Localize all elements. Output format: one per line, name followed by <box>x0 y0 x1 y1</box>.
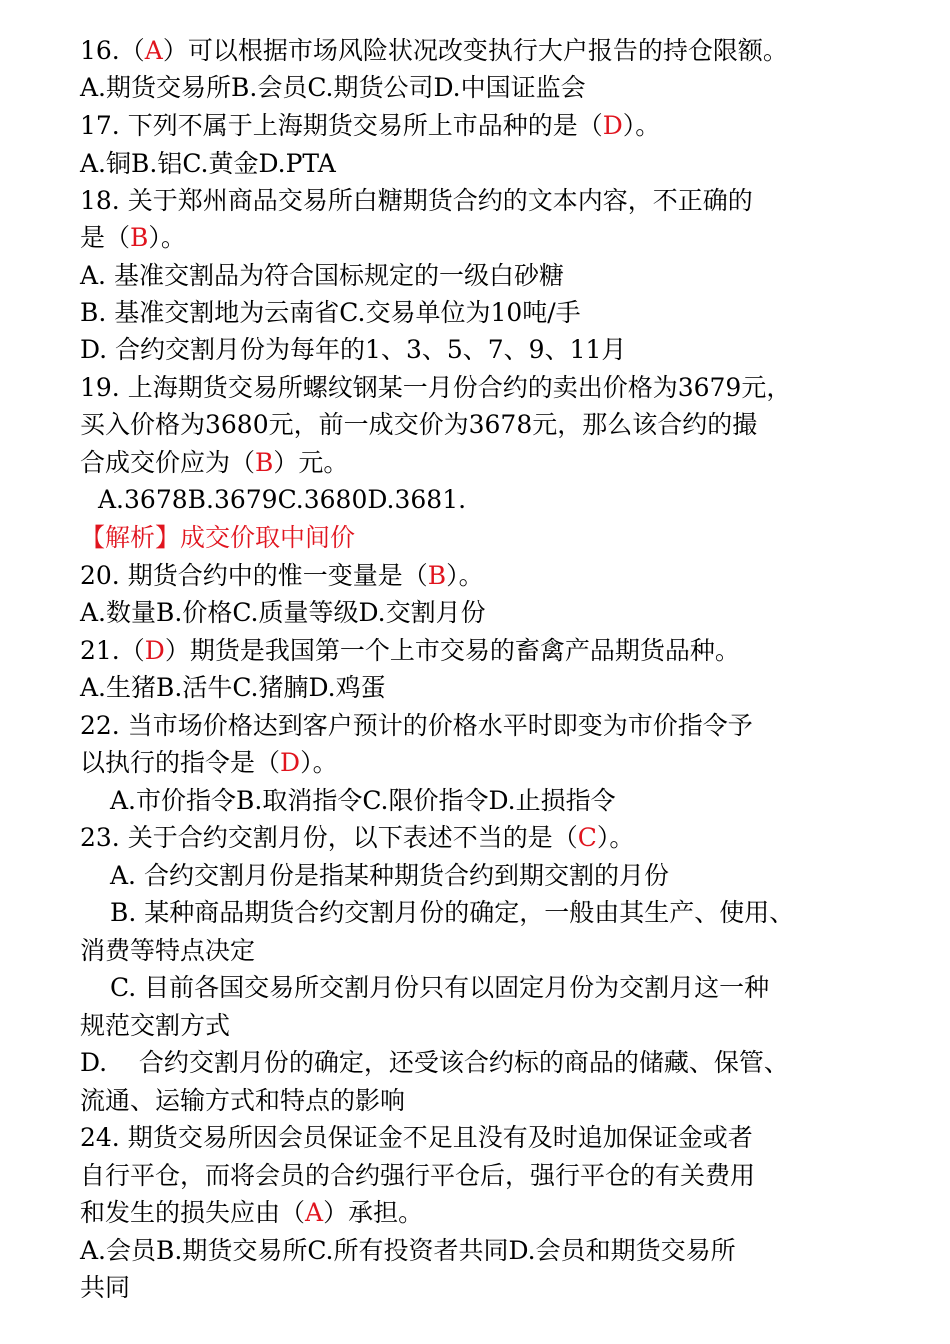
question-19-line3 <box>80 446 348 480</box>
question-text: 21.（ <box>80 636 145 665</box>
question-text: 是（ <box>80 223 131 252</box>
question-18-option-bc: B. 基准交割地为云南省C.交易单位为10吨/手 <box>80 298 581 327</box>
question-text: ）。 <box>596 823 635 852</box>
question-23-option-b-cont: 消费等特点决定 <box>80 936 256 965</box>
question-21-options: A.生猪B.活牛C.猪腩D.鸡蛋 <box>80 673 386 702</box>
question-22: 22. 当市场价格达到客户预计的价格水平时即变为市价指令予 <box>80 711 753 740</box>
question-19-options: A.3678B.3679C.3680D.3681. <box>98 485 467 514</box>
question-20-options: A.数量B.价格C.质量等级D.交割月份 <box>80 598 486 627</box>
question-24-line3 <box>80 1196 423 1230</box>
question-text: ）。 <box>622 111 661 140</box>
question-text: 23. 关于合约交割月份，以下表述不当的是（ <box>80 823 578 852</box>
question-text: ）。 <box>446 561 484 590</box>
question-23-option-b: B. 某种商品期货合约交割月份的确定，一般由其生产、使用、 <box>110 898 795 927</box>
answer-letter: D <box>144 636 165 665</box>
question-21 <box>80 634 740 668</box>
question-16 <box>80 34 788 68</box>
question-23-option-a: A. 合约交割月份是指某种期货合约到期交割的月份 <box>110 861 669 890</box>
question-text: 17. 下列不属于上海期货交易所上市品种的是（ <box>80 111 603 140</box>
question-text: ）。 <box>148 223 186 252</box>
question-17 <box>80 109 660 143</box>
question-24-line2: 自行平仓，而将会员的合约强行平仓后，强行平仓的有关费用 <box>80 1161 756 1190</box>
question-16-options: A.期货交易所B.会员C.期货公司D.中国证监会 <box>80 73 586 102</box>
question-text: 20. 期货合约中的惟一变量是（ <box>80 561 428 590</box>
question-text: ）期货是我国第一个上市交易的畜禽产品期货品种。 <box>164 636 740 665</box>
question-18-cont <box>80 221 186 255</box>
question-text: 和发生的损失应由（ <box>80 1198 306 1227</box>
answer-letter: C <box>577 823 597 852</box>
question-24-options: A.会员B.期货交易所C.所有投资者共同D.会员和期货交易所 <box>80 1236 736 1265</box>
question-text: ）元。 <box>273 448 349 477</box>
question-text: ）承担。 <box>323 1198 424 1227</box>
question-23-option-d: D. 合约交割月份的确定，还受该合约标的商品的储藏、保管、 <box>80 1048 789 1077</box>
answer-letter: D <box>602 111 623 140</box>
question-19-line2: 买入价格为3680元，前一成交价为3678元，那么该合约的撮 <box>80 410 758 439</box>
question-18-option-d: D. 合约交割月份为每年的1、3、5、7、9、11月 <box>80 335 627 364</box>
question-20 <box>80 559 484 593</box>
answer-letter: B <box>255 448 274 477</box>
question-17-options: A.铜B.铝C.黄金D.PTA <box>80 149 336 178</box>
answer-letter: B <box>130 223 149 252</box>
question-text: 合成交价应为（ <box>80 448 256 477</box>
question-24-options-cont: 共同 <box>80 1273 131 1302</box>
question-23-option-d-cont: 流通、运输方式和特点的影响 <box>80 1086 406 1115</box>
question-19-analysis: 【解析】成交价取中间价 <box>80 523 356 552</box>
answer-letter: B <box>427 561 447 590</box>
question-18-option-a: A. 基准交割品为符合国标规定的一级白砂糖 <box>80 261 564 290</box>
question-text: 16.（ <box>80 36 145 65</box>
question-23-option-c-cont: 规范交割方式 <box>80 1011 231 1040</box>
question-22-cont <box>80 746 338 780</box>
question-text: ）。 <box>300 748 338 777</box>
question-18: 18. 关于郑州商品交易所白糖期货合约的文本内容，不正确的 <box>80 186 753 215</box>
question-text: ）可以根据市场风险状况改变执行大户报告的持仓限额。 <box>162 36 788 65</box>
question-23-option-c: C. 目前各国交易所交割月份只有以固定月份为交割月这一种 <box>110 973 770 1002</box>
question-19: 19. 上海期货交易所螺纹钢某一月份合约的卖出价格为3679元， <box>80 373 792 402</box>
question-text: 以执行的指令是（ <box>80 748 281 777</box>
question-23 <box>80 821 634 855</box>
question-24: 24. 期货交易所因会员保证金不足且没有及时追加保证金或者 <box>80 1123 753 1152</box>
answer-letter: A <box>305 1198 324 1227</box>
answer-letter: A <box>144 36 163 65</box>
question-22-options: A.市价指令B.取消指令C.限价指令D.止损指令 <box>110 786 616 815</box>
answer-letter: D <box>280 748 301 777</box>
